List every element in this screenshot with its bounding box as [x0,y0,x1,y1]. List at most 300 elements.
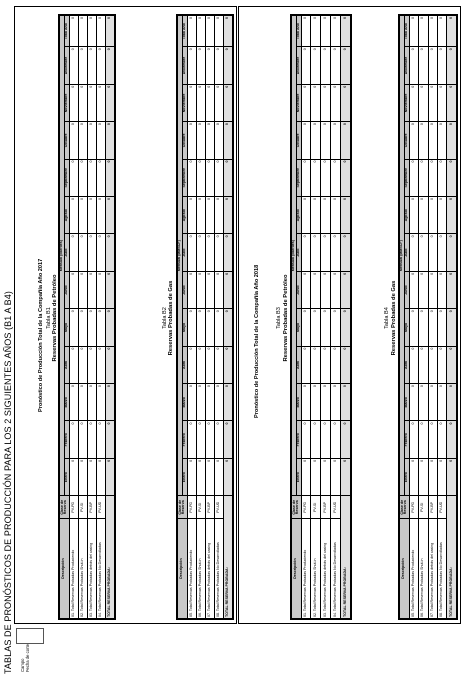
value-cell[interactable]: 0 [301,196,311,233]
header-month: Abril [404,346,409,383]
value-cell[interactable]: 0 [214,47,223,84]
value-cell[interactable]: 0 [187,309,196,346]
total-cell: 0 [105,458,114,495]
value-cell[interactable]: 0 [419,159,428,196]
value-cell[interactable]: 0 [96,309,105,346]
value-cell[interactable]: 0 [196,84,205,121]
value-cell[interactable]: 0 [409,309,418,346]
value-cell[interactable]: 0 [205,122,214,159]
value-cell[interactable]: 0 [214,234,223,271]
campo-label: Campo [20,658,25,672]
value-cell[interactable]: 0 [78,421,87,458]
value-cell[interactable]: 0 [96,159,105,196]
value-cell[interactable]: 0 [69,84,78,121]
row-clase: PV-BP [428,496,437,519]
table-row [331,16,341,619]
table-title: Tabla B4 [384,307,390,329]
value-cell[interactable]: 0 [69,16,78,47]
value-cell[interactable]: 0 [96,196,105,233]
value-cell[interactable]: 0 [409,196,418,233]
value-cell[interactable]: 0 [78,84,87,121]
value-cell[interactable]: 0 [196,458,205,495]
value-cell[interactable]: 0 [205,309,214,346]
value-cell[interactable]: 0 [311,346,321,383]
total-cell: 0 [341,47,351,84]
total-cell: 0 [105,159,114,196]
value-cell[interactable]: 0 [78,159,87,196]
value-cell[interactable]: 0 [419,458,428,495]
header-month: Septiembre [404,159,409,196]
total-cell: 0 [223,458,232,495]
value-cell[interactable]: 0 [87,234,96,271]
value-cell[interactable]: 0 [409,271,418,308]
value-cell[interactable]: 0 [419,84,428,121]
value-cell[interactable]: 0 [311,384,321,421]
value-cell[interactable]: 0 [87,84,96,121]
value-cell[interactable]: 0 [321,309,331,346]
total-cell: 0 [341,196,351,233]
value-cell[interactable]: 0 [87,16,96,47]
value-cell[interactable]: 0 [409,159,418,196]
value-cell[interactable]: 0 [321,196,331,233]
side-labels [20,644,30,672]
value-cell[interactable]: 0 [438,384,447,421]
value-cell[interactable]: 0 [214,421,223,458]
value-cell[interactable]: 0 [321,84,331,121]
header-month: Abril [64,346,69,383]
value-cell[interactable]: 0 [331,234,341,271]
value-cell[interactable]: 0 [214,196,223,233]
header-descripcion: Descripción [60,519,70,619]
value-cell[interactable]: 0 [311,16,321,47]
value-cell[interactable]: 0 [331,159,341,196]
value-cell[interactable]: 0 [78,346,87,383]
value-cell[interactable]: 0 [69,458,78,495]
total-cell: 0 [341,234,351,271]
value-cell[interactable]: 0 [331,16,341,47]
value-cell[interactable]: 0 [438,421,447,458]
value-cell[interactable]: 0 [301,458,311,495]
row-description: 03. Total Reservas Probadas detrás del casing [321,519,331,619]
header-month: Diciembre [296,47,301,84]
value-cell[interactable]: 0 [69,346,78,383]
value-cell[interactable]: 0 [196,271,205,308]
value-cell[interactable]: 0 [311,122,321,159]
value-cell[interactable]: 0 [78,271,87,308]
header-month: Febrero [182,421,187,458]
header-month: Noviembre [296,84,301,121]
data-table-2 [176,14,234,620]
value-cell[interactable]: 0 [214,159,223,196]
value-cell[interactable]: 0 [331,122,341,159]
value-cell[interactable]: 0 [331,271,341,308]
row-description: 05. Total Reservas Probadas Produciendo [409,519,418,619]
value-cell[interactable]: 0 [321,122,331,159]
value-cell[interactable]: 0 [409,122,418,159]
value-cell[interactable]: 0 [311,196,321,233]
header-month: Enero [404,458,409,495]
value-cell[interactable]: 0 [196,47,205,84]
value-cell[interactable]: 0 [301,47,311,84]
value-cell[interactable]: 0 [96,47,105,84]
table-title: Tabla B3 [276,307,282,329]
row-clase: PV-SI [311,496,321,519]
value-cell[interactable]: 0 [419,234,428,271]
value-cell[interactable]: 0 [78,458,87,495]
row-description: 06. Total Reservas Probadas Shut-in [419,519,428,619]
header-month: Julio [296,234,301,271]
value-cell[interactable]: 0 [311,47,321,84]
value-cell[interactable]: 0 [87,47,96,84]
header-month: Febrero [64,421,69,458]
value-cell[interactable]: 0 [428,196,437,233]
value-cell[interactable]: 0 [301,16,311,47]
value-cell[interactable]: 0 [196,16,205,47]
value-cell[interactable]: 0 [187,384,196,421]
value-cell[interactable]: 0 [331,196,341,233]
value-cell[interactable]: 0 [331,384,341,421]
row-clase: PV-SI [419,496,428,519]
total-cell: 0 [447,309,457,346]
value-cell[interactable]: 0 [438,122,447,159]
value-cell[interactable]: 0 [87,309,96,346]
header-month: Octubre [182,122,187,159]
header-month: Noviembre [182,84,187,121]
value-cell[interactable]: 0 [87,458,96,495]
value-cell[interactable]: 0 [428,346,437,383]
value-cell[interactable]: 0 [196,122,205,159]
header-month: Mayo [182,309,187,346]
row-description: 03. Total Reservas Probadas detrás del casing [87,519,96,619]
value-cell[interactable]: 0 [69,196,78,233]
value-cell[interactable]: 0 [311,421,321,458]
value-cell[interactable]: 0 [419,16,428,47]
row-description: 06. Total Reservas Probadas Shut-in [196,519,205,619]
total-cell: 0 [447,47,457,84]
header-month: Total Año [64,16,69,47]
value-cell[interactable]: 0 [428,16,437,47]
value-cell[interactable]: 0 [187,159,196,196]
value-cell[interactable]: 0 [321,159,331,196]
total-row [223,16,232,619]
page-title: TABLAS DE PRONÓSTICOS DE PRODUCCIÓN PARA LOS 2 SIGUIENTES AÑOS (B1 A B4) [3,291,13,674]
total-cell: 0 [105,16,114,47]
value-cell[interactable]: 0 [78,16,87,47]
value-cell[interactable]: 0 [428,47,437,84]
value-cell[interactable]: 0 [187,122,196,159]
total-cell: 0 [105,421,114,458]
value-cell[interactable]: 0 [409,458,418,495]
total-cell: 0 [105,122,114,159]
value-cell[interactable]: 0 [409,234,418,271]
value-cell[interactable]: 0 [196,234,205,271]
header-month: Agosto [64,196,69,233]
value-cell[interactable]: 0 [187,47,196,84]
value-cell[interactable]: 0 [96,346,105,383]
value-cell[interactable]: 0 [419,384,428,421]
value-cell[interactable]: 0 [96,271,105,308]
value-cell[interactable]: 0 [205,47,214,84]
value-cell[interactable]: 0 [214,346,223,383]
value-cell[interactable]: 0 [331,84,341,121]
row-description: 01. Total Reservas Probadas Produciendo [69,519,78,619]
value-cell[interactable]: 0 [187,196,196,233]
value-cell[interactable]: 0 [87,159,96,196]
header-clase: Clase de Reserva [60,496,70,519]
value-cell[interactable]: 0 [331,47,341,84]
value-cell[interactable]: 0 [187,234,196,271]
value-cell[interactable]: 0 [78,384,87,421]
value-cell[interactable]: 0 [96,84,105,121]
value-cell[interactable]: 0 [196,384,205,421]
value-cell[interactable]: 0 [438,196,447,233]
value-cell[interactable]: 0 [409,346,418,383]
total-cell: 0 [341,271,351,308]
total-cell: 0 [223,421,232,458]
value-cell[interactable]: 0 [311,84,321,121]
campo-input-box[interactable] [16,628,44,644]
value-cell[interactable]: 0 [409,384,418,421]
value-cell[interactable]: 0 [419,309,428,346]
header-month: Mayo [404,309,409,346]
total-cell: 0 [447,16,457,47]
section-2018-title: Pronóstico de Producción Total de la Compañía Año 2018 [254,264,260,418]
header-month: Total Año [296,16,301,47]
header-month: Junio [404,271,409,308]
value-cell[interactable]: 0 [205,16,214,47]
row-clase: PV-SI [78,496,87,519]
value-cell[interactable]: 0 [205,271,214,308]
value-cell[interactable]: 0 [321,346,331,383]
value-cell[interactable]: 0 [438,84,447,121]
value-cell[interactable]: 0 [301,84,311,121]
value-cell[interactable]: 0 [311,159,321,196]
value-cell[interactable]: 0 [96,458,105,495]
value-cell[interactable]: 0 [311,309,321,346]
value-cell[interactable]: 0 [428,421,437,458]
total-cell: 0 [447,122,457,159]
value-cell[interactable]: 0 [205,346,214,383]
value-cell[interactable]: 0 [87,196,96,233]
total-cell: 0 [223,16,232,47]
value-cell[interactable]: 0 [428,234,437,271]
value-cell[interactable]: 0 [214,122,223,159]
value-cell[interactable]: 0 [205,384,214,421]
value-cell[interactable]: 0 [87,384,96,421]
header-month: Julio [64,234,69,271]
value-cell[interactable]: 0 [428,458,437,495]
value-cell[interactable]: 0 [78,234,87,271]
header-month: Diciembre [64,47,69,84]
value-cell[interactable]: 0 [187,271,196,308]
value-cell[interactable]: 0 [301,159,311,196]
total-cell: 0 [105,234,114,271]
value-cell[interactable]: 0 [438,271,447,308]
value-cell[interactable]: 0 [69,47,78,84]
row-clase: PV-SI [196,496,205,519]
value-cell[interactable]: 0 [214,84,223,121]
header-month: Julio [404,234,409,271]
value-cell[interactable]: 0 [321,458,331,495]
value-cell[interactable]: 0 [87,346,96,383]
value-cell[interactable]: 0 [69,271,78,308]
header-month: Marzo [182,384,187,421]
table-row [205,16,214,619]
value-cell[interactable]: 0 [311,234,321,271]
value-cell[interactable]: 0 [301,384,311,421]
value-cell[interactable]: 0 [321,47,331,84]
total-cell: 0 [105,271,114,308]
data-table-3 [290,14,352,620]
value-cell[interactable]: 0 [78,196,87,233]
header-month: Mayo [64,309,69,346]
value-cell[interactable]: 0 [321,16,331,47]
value-cell[interactable]: 0 [438,47,447,84]
value-cell[interactable]: 0 [69,309,78,346]
value-cell[interactable]: 0 [69,122,78,159]
value-cell[interactable]: 0 [419,421,428,458]
table-row [87,16,96,619]
value-cell[interactable]: 0 [205,159,214,196]
value-cell[interactable]: 0 [69,234,78,271]
total-cell: 0 [105,84,114,121]
value-cell[interactable]: 0 [214,271,223,308]
value-cell[interactable]: 0 [78,122,87,159]
row-description: 01. Total Reservas Probadas Produciendo [301,519,311,619]
row-description: 07. Total Reservas Probadas detrás del casing [428,519,437,619]
value-cell[interactable]: 0 [419,196,428,233]
value-cell[interactable]: 0 [69,421,78,458]
total-cell: 0 [341,384,351,421]
value-cell[interactable]: 0 [87,421,96,458]
value-cell[interactable]: 0 [96,122,105,159]
value-cell[interactable]: 0 [331,421,341,458]
value-cell[interactable]: 0 [69,384,78,421]
value-cell[interactable]: 0 [187,458,196,495]
value-cell[interactable]: 0 [214,458,223,495]
value-cell[interactable]: 0 [196,309,205,346]
value-cell[interactable]: 0 [419,271,428,308]
value-cell[interactable]: 0 [205,421,214,458]
value-cell[interactable]: 0 [301,309,311,346]
value-cell[interactable]: 0 [214,384,223,421]
value-cell[interactable]: 0 [196,159,205,196]
value-cell[interactable]: 0 [87,271,96,308]
total-cell: 0 [341,122,351,159]
table-title: Tabla B1 [46,307,52,329]
value-cell[interactable]: 0 [196,196,205,233]
value-cell[interactable]: 0 [196,421,205,458]
value-cell[interactable]: 0 [187,421,196,458]
value-cell[interactable]: 0 [214,16,223,47]
value-cell[interactable]: 0 [321,271,331,308]
value-cell[interactable]: 0 [438,346,447,383]
header-month: Abril [296,346,301,383]
value-cell[interactable]: 0 [205,84,214,121]
value-cell[interactable]: 0 [409,84,418,121]
header-clase: Clase de Reserva [178,496,188,519]
value-cell[interactable]: 0 [196,346,205,383]
value-cell[interactable]: 0 [187,346,196,383]
value-cell[interactable]: 0 [311,458,321,495]
value-cell[interactable]: 0 [438,16,447,47]
value-cell[interactable]: 0 [438,234,447,271]
header-month: Septiembre [182,159,187,196]
value-cell[interactable]: 0 [187,16,196,47]
total-cell: 0 [223,346,232,383]
value-cell[interactable]: 0 [331,458,341,495]
value-cell[interactable]: 0 [87,122,96,159]
row-clase: PV-UD [438,496,447,519]
table-subtitle: Reservas Probadas de Petróleo [283,274,289,362]
total-cell: 0 [447,159,457,196]
value-cell[interactable]: 0 [428,384,437,421]
value-cell[interactable]: 0 [311,271,321,308]
value-cell[interactable]: 0 [428,159,437,196]
value-cell[interactable]: 0 [214,309,223,346]
header-clase: Clase de Reserva [292,496,302,519]
value-cell[interactable]: 0 [331,346,341,383]
value-cell[interactable]: 0 [301,122,311,159]
value-cell[interactable]: 0 [419,346,428,383]
value-cell[interactable]: 0 [331,309,341,346]
value-cell[interactable]: 0 [96,384,105,421]
data-table-4 [398,14,458,620]
value-cell[interactable]: 0 [428,122,437,159]
value-cell[interactable]: 0 [428,271,437,308]
value-cell[interactable]: 0 [187,84,196,121]
value-cell[interactable]: 0 [409,421,418,458]
total-row [105,16,114,619]
value-cell[interactable]: 0 [301,346,311,383]
total-cell: 0 [105,309,114,346]
value-cell[interactable]: 0 [419,47,428,84]
total-label: TOTAL RESERVA PROBADA: [341,496,351,619]
value-cell[interactable]: 0 [409,16,418,47]
value-cell[interactable]: 0 [96,234,105,271]
value-cell[interactable]: 0 [96,421,105,458]
value-cell[interactable]: 0 [301,421,311,458]
row-clase: PV-PD [301,496,311,519]
value-cell[interactable]: 0 [438,309,447,346]
value-cell[interactable]: 0 [78,309,87,346]
value-cell[interactable]: 0 [409,47,418,84]
value-cell[interactable]: 0 [301,271,311,308]
table-row [301,16,311,619]
row-description: 05. Total Reservas Probadas Produciendo [187,519,196,619]
value-cell[interactable]: 0 [321,384,331,421]
value-cell[interactable]: 0 [301,234,311,271]
value-cell[interactable]: 0 [78,47,87,84]
value-cell[interactable]: 0 [205,234,214,271]
fecha-corte-label: Fecha de corte [25,644,30,672]
row-description: 08. Total Reservas Probadas No Desarrolladas [214,519,223,619]
value-cell[interactable]: 0 [438,159,447,196]
value-cell[interactable]: 0 [205,196,214,233]
header-month: Noviembre [404,84,409,121]
value-cell[interactable]: 0 [438,458,447,495]
value-cell[interactable]: 0 [419,122,428,159]
value-cell[interactable]: 0 [428,84,437,121]
total-cell: 0 [447,271,457,308]
value-cell[interactable]: 0 [428,309,437,346]
value-cell[interactable]: 0 [96,16,105,47]
value-cell[interactable]: 0 [69,159,78,196]
value-cell[interactable]: 0 [205,458,214,495]
total-row [341,16,351,619]
value-cell[interactable]: 0 [321,234,331,271]
value-cell[interactable]: 0 [321,421,331,458]
